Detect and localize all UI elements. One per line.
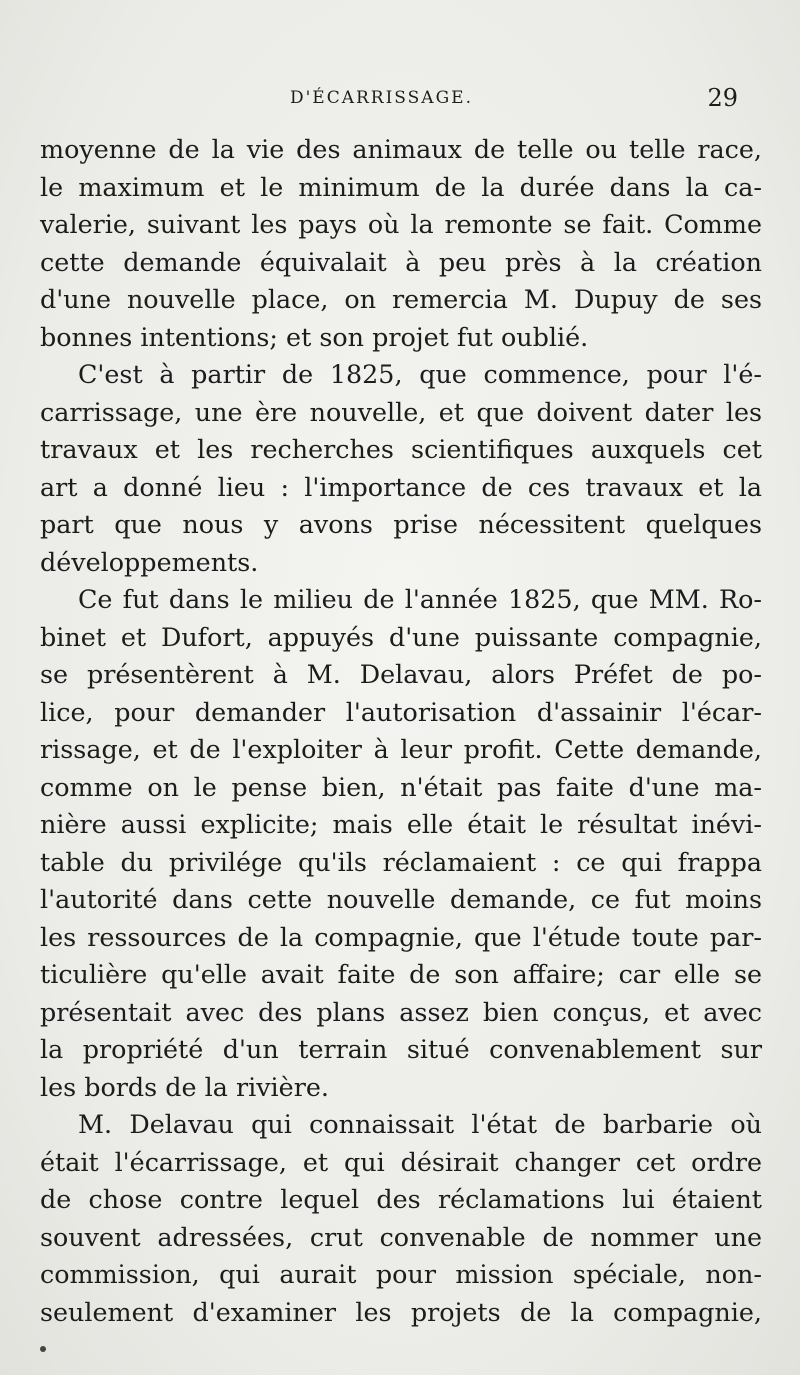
text-line: travaux et les recherches scientifiques auxquels cet bbox=[40, 434, 762, 464]
text-line: carrissage, une ère nouvelle, et que doivent dater les bbox=[40, 396, 762, 427]
text-line: table du privilége qu'ils réclamaient : ce qui frappa bbox=[40, 846, 762, 877]
body-text bbox=[40, 131, 762, 1331]
text-line: seulement d'examiner les projets de la compagnie, bbox=[40, 1296, 762, 1327]
text-line: l'autorité dans cette nouvelle demande, ce fut moins bbox=[40, 884, 762, 914]
text-line: moyenne de la vie des animaux de telle ou telle race, bbox=[40, 134, 762, 164]
text-line: C'est à partir de 1825, que commence, pour l'é- bbox=[78, 359, 762, 389]
text-line: binet et Dufort, appuyés d'une puissante compagnie, bbox=[40, 621, 762, 652]
text-line: était l'écarrissage, et qui désirait changer cet ordre bbox=[40, 1146, 762, 1177]
text-line: cette demande équivalait à peu près à la création bbox=[40, 246, 762, 277]
text-line: rissage, et de l'exploiter à leur profit. Cette demande, bbox=[40, 734, 762, 764]
text-line: comme on le pense bien, n'était pas faite d'une ma- bbox=[40, 771, 762, 802]
text-line: souvent adressées, crut convenable de nommer une bbox=[40, 1221, 762, 1252]
text-line: les ressources de la compagnie, que l'étude toute par- bbox=[40, 921, 762, 952]
text-line: commission, qui aurait pour mission spéciale, non- bbox=[40, 1259, 762, 1289]
text-line: valerie, suivant les pays où la remonte se fait. Comme bbox=[40, 209, 762, 239]
text-line: de chose contre lequel des réclamations lui étaient bbox=[40, 1184, 762, 1214]
text-line: les bords de la rivière. bbox=[40, 1071, 329, 1102]
text-line: la propriété d'un terrain situé convenablement sur bbox=[40, 1034, 762, 1064]
text-line: art a donné lieu : l'importance de ces travaux et la bbox=[40, 471, 762, 502]
text-line: lice, pour demander l'autorisation d'assainir l'écar- bbox=[40, 696, 762, 727]
text-line: part que nous y avons prise nécessitent quelques bbox=[40, 509, 762, 539]
text-line: d'une nouvelle place, on remercia M. Dupuy de ses bbox=[40, 284, 762, 314]
text-line: ticulière qu'elle avait faite de son affaire; car elle se bbox=[40, 959, 762, 989]
text-line: se présentèrent à M. Delavau, alors Préfet de po- bbox=[40, 659, 762, 689]
text-line: le maximum et le minimum de la durée dans la ca- bbox=[40, 171, 762, 202]
page-header bbox=[0, 84, 800, 114]
text-line: présentait avec des plans assez bien conçus, et avec bbox=[40, 996, 762, 1027]
text-line: développements. bbox=[40, 546, 259, 577]
text-line: M. Delavau qui connaissait l'état de barbarie où bbox=[78, 1109, 762, 1139]
text-line: nière aussi explicite; mais elle était le résultat inévi- bbox=[40, 809, 762, 839]
running-head: D'ÉCARRISSAGE. bbox=[290, 88, 473, 108]
ink-speck bbox=[40, 1346, 46, 1352]
text-line: bonnes intentions; et son projet fut oublié. bbox=[40, 321, 589, 352]
text-line: Ce fut dans le milieu de l'année 1825, que MM. Ro- bbox=[78, 584, 762, 614]
page-number: 29 bbox=[707, 84, 738, 112]
